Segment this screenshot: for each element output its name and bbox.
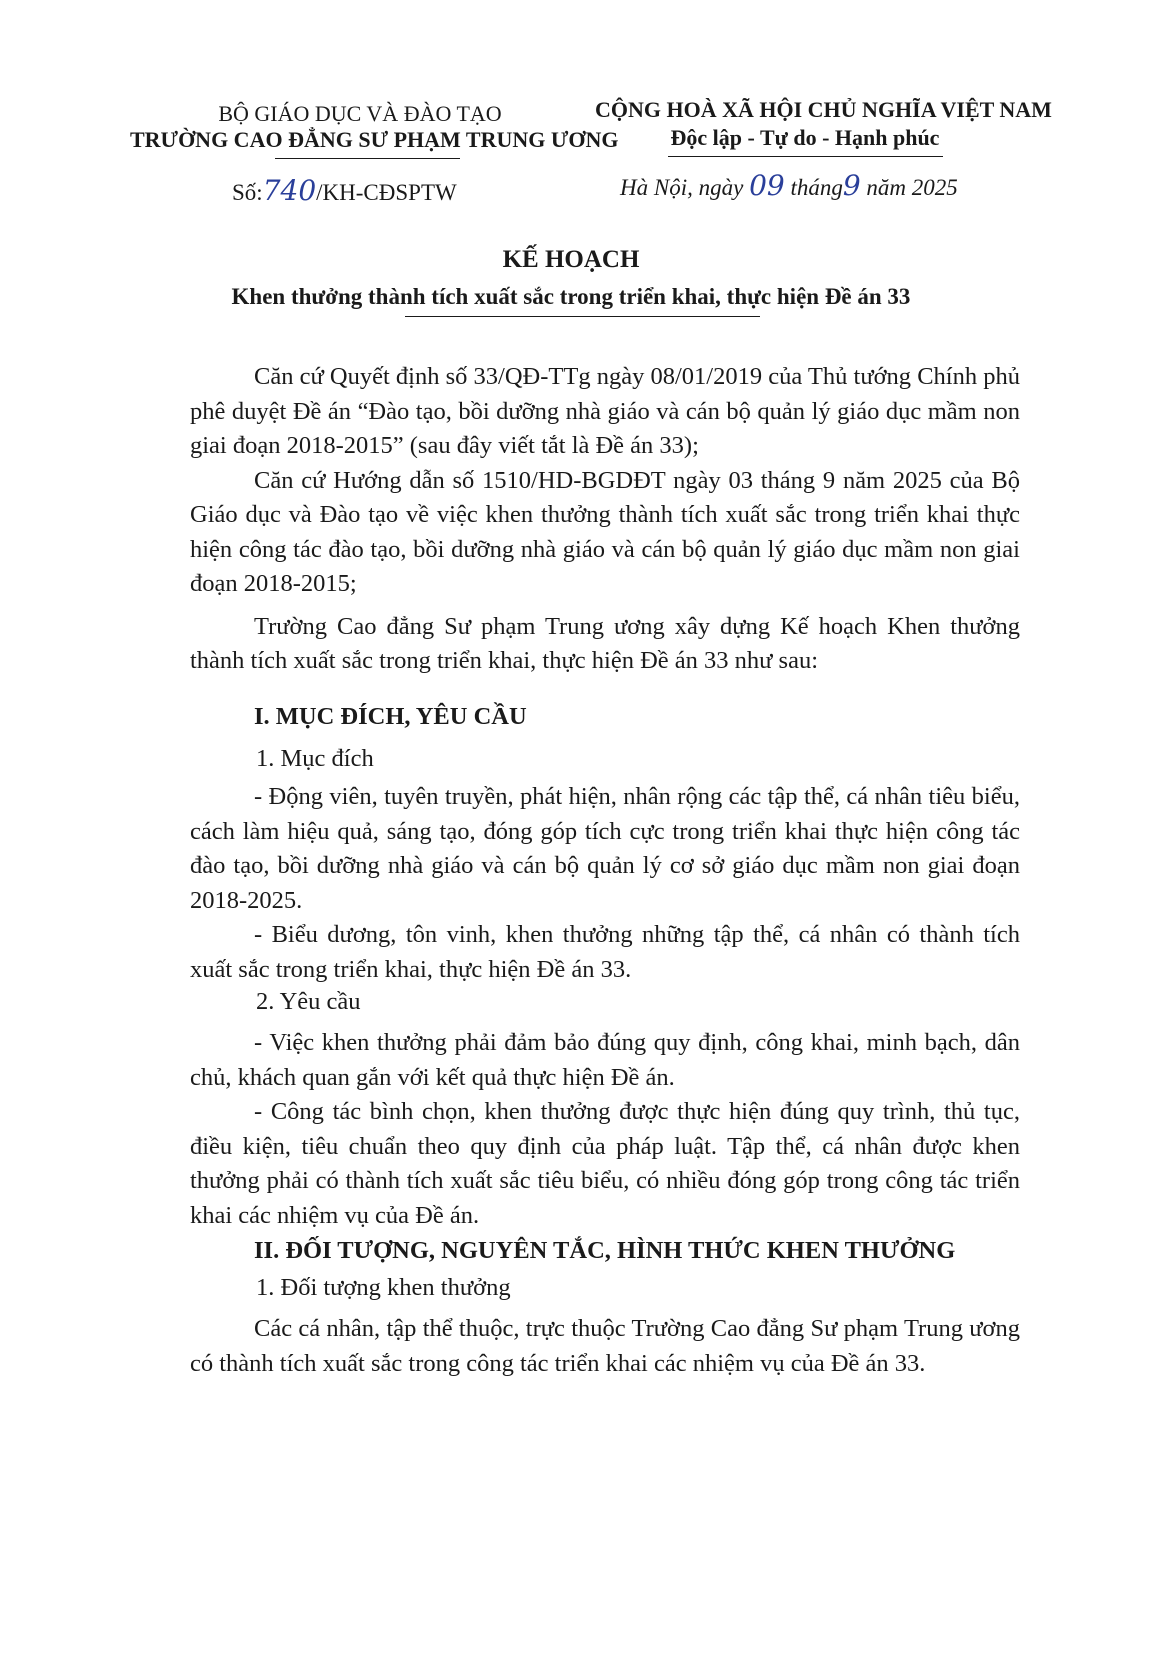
document-number bbox=[232, 174, 457, 207]
ministry-name: BỘ GIÁO DỤC VÀ ĐÀO TẠO bbox=[218, 101, 502, 126]
number-suffix: /KH-CĐSPTW bbox=[316, 180, 457, 205]
paragraph-requirement-2: - Công tác bình chọn, khen thưởng được thực hiện đúng quy trình, thủ tục, điều kiện, tiêu chuẩn theo quy định của pháp luật. Tập thể, cá nhân được khen thưởng phải có thành tích xuất sắc tiêu biểu, có nhiều đóng góp trong công tác triển khai các nhiệm vụ của Đề án. bbox=[190, 1098, 1020, 1229]
subtitle-underline bbox=[405, 316, 760, 317]
subsection-purpose: 1. Mục đích bbox=[256, 745, 374, 772]
date-prefix: Hà Nội, ngày bbox=[620, 175, 744, 200]
school-name: TRƯỜNG CAO ĐẲNG SƯ PHẠM TRUNG ƯƠNG bbox=[130, 127, 619, 152]
paragraph-award-subjects: Các cá nhân, tập thể thuộc, trực thuộc Trường Cao đẳng Sư phạm Trung ương có thành tích xuất sắc trong công tác triển khai các nhiệm vụ của Đề án 33. bbox=[190, 1315, 1020, 1377]
requirements-block bbox=[190, 1026, 1020, 1233]
national-motto: Độc lập - Tự do - Hạnh phúc bbox=[670, 125, 940, 150]
paragraph-purpose-2: - Biểu dương, tôn vinh, khen thưởng những tập thể, cá nhân có thành tích xuất sắc trong triển khai, thực hiện Đề án 33. bbox=[190, 921, 1020, 983]
purpose-block bbox=[190, 780, 1020, 987]
section-heading-2: II. ĐỐI TƯỢNG, NGUYÊN TẮC, HÌNH THỨC KHEN THƯỞNG bbox=[254, 1237, 956, 1264]
paragraph-school-plan: Trường Cao đẳng Sư phạm Trung ương xây dựng Kế hoạch Khen thưởng thành tích xuất sắc trong triển khai, thực hiện Đề án 33 như sau: bbox=[190, 612, 1020, 674]
section-heading-1: I. MỤC ĐÍCH, YÊU CẦU bbox=[254, 703, 527, 730]
document-date bbox=[620, 169, 958, 202]
handwritten-day: 09 bbox=[749, 169, 785, 202]
number-prefix: Số: bbox=[232, 180, 263, 205]
subsection-requirements: 2. Yêu cầu bbox=[256, 988, 361, 1015]
document-title: KẾ HOẠCH bbox=[502, 246, 640, 273]
motto-underline bbox=[668, 156, 943, 157]
subsection-award-subjects: 1. Đối tượng khen thưởng bbox=[256, 1274, 511, 1301]
award-subjects-block bbox=[190, 1312, 1020, 1381]
paragraph-purpose-1: - Động viên, tuyên truyền, phát hiện, nhân rộng các tập thể, cá nhân tiêu biểu, cách làm hiệu quả, sáng tạo, đóng góp tích cực trong triển khai thực hiện công tác đào tạo, bồi dưỡng nhà giáo và cán bộ quản lý cơ sở giáo dục mầm non giai đoạn 2018-2025. bbox=[190, 783, 1020, 914]
preamble-block bbox=[190, 360, 1020, 679]
paragraph-guidance-1510: Căn cứ Hướng dẫn số 1510/HD-BGDĐT ngày 03 tháng 9 năm 2025 của Bộ Giáo dục và Đào tạo về việc khen thưởng thành tích xuất sắc trong triển khai thực hiện công tác đào tạo, bồi dưỡng nhà giáo và cán bộ quản lý giáo dục mầm non giai đoạn 2018-2015; bbox=[190, 466, 1020, 597]
document-subtitle: Khen thưởng thành tích xuất sắc trong triển khai, thực hiện Đề án 33 bbox=[231, 284, 911, 309]
school-underline bbox=[275, 158, 460, 159]
date-year: năm 2025 bbox=[866, 175, 958, 200]
country-name: CỘNG HOÀ XÃ HỘI CHỦ NGHĨA VIỆT NAM bbox=[595, 97, 1052, 122]
paragraph-decision-33: Căn cứ Quyết định số 33/QĐ-TTg ngày 08/01/2019 của Thủ tướng Chính phủ phê duyệt Đề án “Đào tạo, bồi dưỡng nhà giáo và cán bộ quản lý giáo dục mầm non giai đoạn 2018-2015” (sau đây viết tắt là Đề án 33); bbox=[190, 363, 1020, 459]
date-month-label: tháng bbox=[790, 175, 843, 200]
handwritten-number: 740 bbox=[262, 174, 317, 207]
paragraph-requirement-1: - Việc khen thưởng phải đảm bảo đúng quy định, công khai, minh bạch, dân chủ, khách quan gắn với kết quả thực hiện Đề án. bbox=[190, 1029, 1020, 1091]
handwritten-month: 9 bbox=[842, 169, 861, 202]
